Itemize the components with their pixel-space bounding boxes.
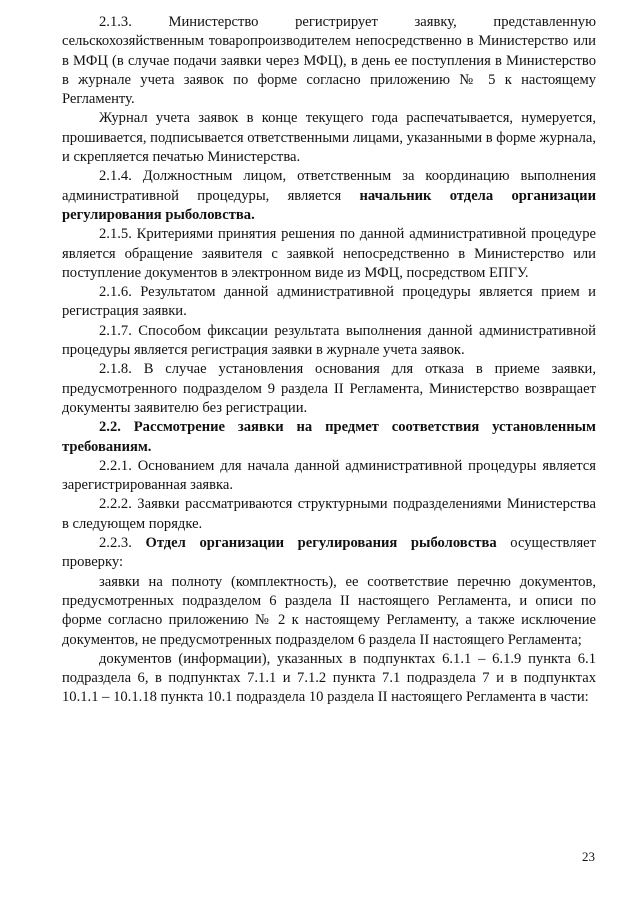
paragraph-2-2-1: 2.2.1. Основанием для начала данной административной процедуры является зарегистрированная заявка. bbox=[62, 457, 596, 494]
bold-text: Отдел организации регулирования рыболовства bbox=[145, 535, 497, 552]
page-number: 23 bbox=[582, 849, 595, 864]
paragraph-2-2-2: 2.2.2. Заявки рассматриваются структурными подразделениями Министерства в следующем порядке. bbox=[62, 496, 596, 532]
paragraph-2-1-5: 2.1.5. Критериями принятия решения по данной административной процедуре является обращение заявителя с заявкой непосредственно в Министерство или поступление документов в электронном виде из МФЦ, посредством ЕПГУ. bbox=[62, 226, 596, 281]
paragraph-2-1-4: 2.1.4. Должностным лицом, ответственным за координацию выполнения административной процедуры, является начальник отдела организации регулирования рыболовства. bbox=[62, 168, 596, 223]
paragraph-2-2-3: 2.2.3. Отдел организации регулирования рыболовства осуществляет проверку: bbox=[62, 535, 597, 571]
paragraph-2-1-6: 2.1.6. Результатом данной административной процедуры является прием и регистрация заявки. bbox=[62, 284, 596, 320]
section-heading-2-2: 2.2. Рассмотрение заявки на предмет соответствия установленным требованиям. bbox=[62, 419, 596, 455]
paragraph-journal: Журнал учета заявок в конце текущего года распечатывается, нумеруется, прошивается, подписывается ответственными лицами, указанными в форме журнала, и скрепляется печатью Министерства. bbox=[62, 110, 596, 166]
paragraph-completeness-check: заявки на полноту (комплектность), ее соответствие перечню документов, предусмотренных подразделом 6 раздела II настоящего Регламента, и описи по форме согласно приложению № 2 к настоящему Регламенту, а также исключение документов, не предусмотренных подразделом 6 раздела II настоящего Регламента; bbox=[62, 573, 596, 648]
paragraph-documents-check: документов (информации), указанных в подпунктах 6.1.1 – 6.1.9 пункта 6.1 подраздела 6, в подпунктах 7.1.1 и 7.1.2 пункта 7.1 подраздела 7 и в подпунктах 10.1.1 – 10.1.18 пункта 10.1 подраздела 10 раздела II настоящего Регламента в части: bbox=[62, 650, 596, 706]
bold-text: начальник отдела организации регулирования рыболовства. bbox=[62, 187, 596, 223]
document-page bbox=[62, 13, 596, 708]
paragraph-2-1-8: 2.1.8. В случае установления основания для отказа в приеме заявки, предусмотренного подразделом 9 раздела II Регламента, Министерство возвращает документы заявителю без регистрации. bbox=[62, 361, 596, 416]
paragraph-2-1-3: 2.1.3. Министерство регистрирует заявку, представленную сельскохозяйственным товаропроизводителем непосредственно в Министерство или в МФЦ (в случае подачи заявки через МФЦ), в день ее поступления в Министерство в журнале учета заявок по форме согласно приложению № 5 к настоящему Регламенту. bbox=[62, 14, 596, 108]
paragraph-2-1-7: 2.1.7. Способом фиксации результата выполнения данной административной процедуры является регистрация заявки в журнале учета заявок. bbox=[62, 322, 596, 359]
